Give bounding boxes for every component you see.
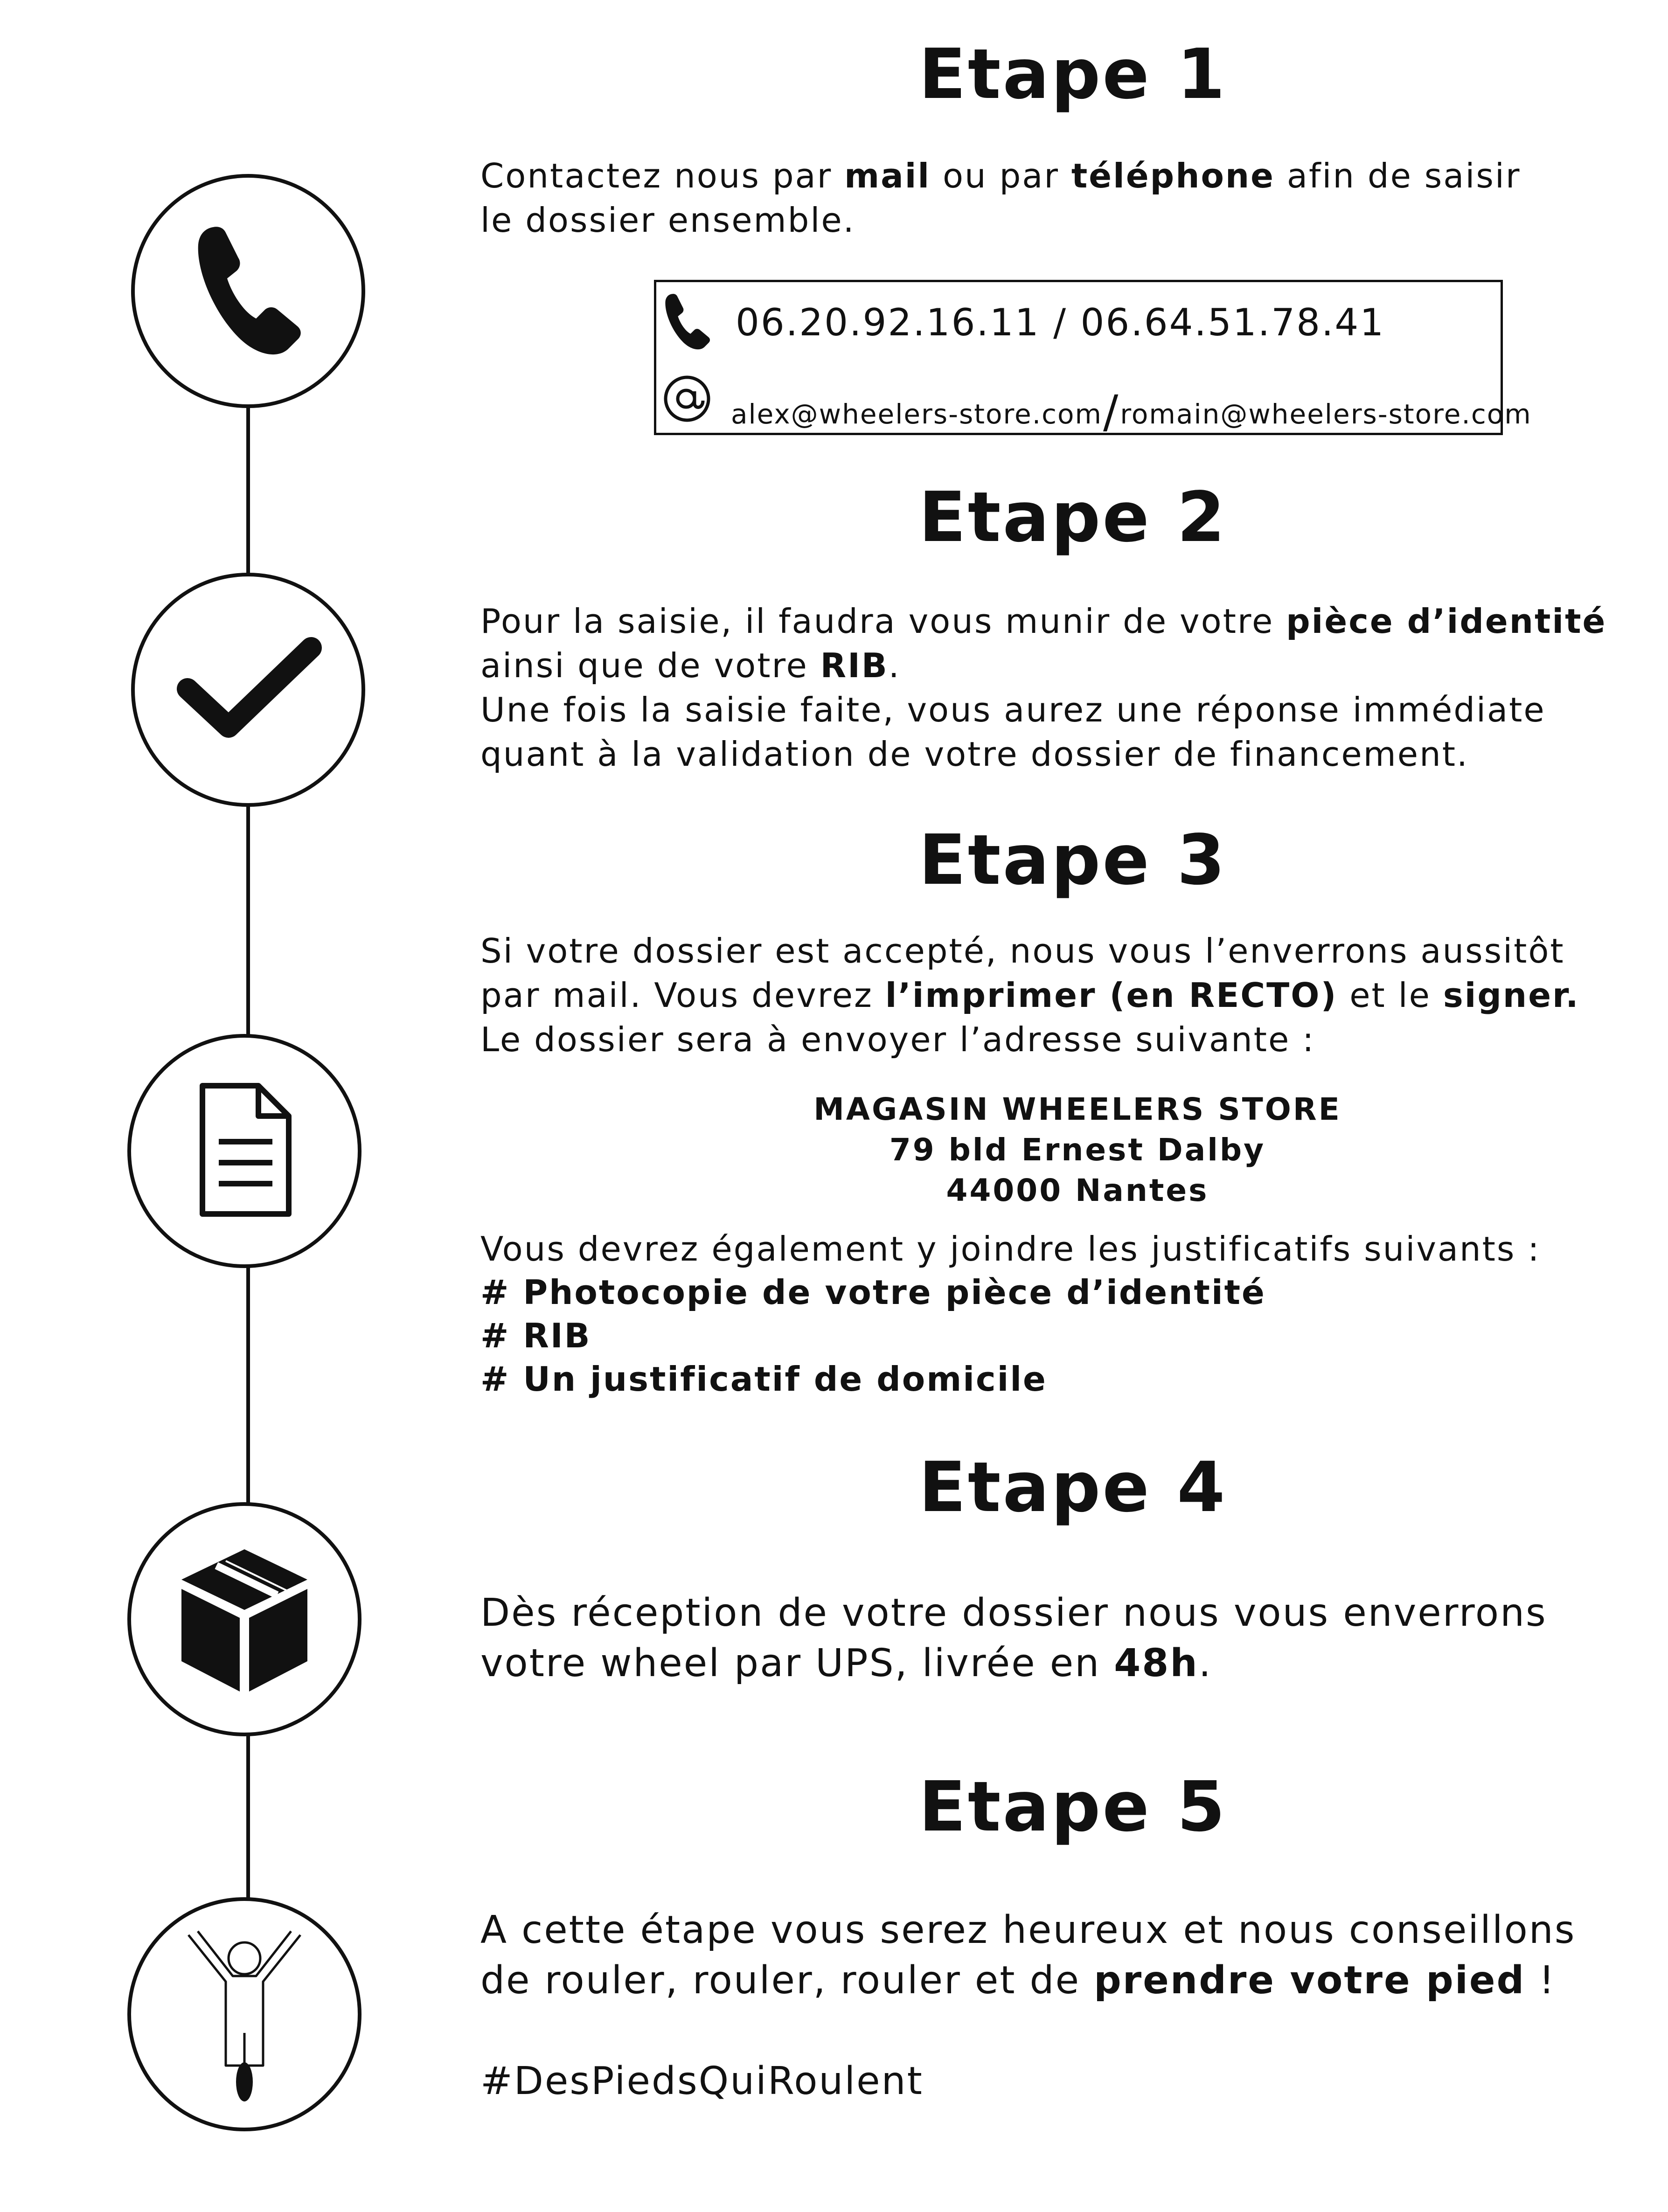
step-3-bold-sign: signer. — [1443, 976, 1580, 1015]
step-4-text-part: . — [1198, 1641, 1212, 1685]
step-1-title: Etape 1 — [918, 34, 1227, 114]
step-2-text-line2: Une fois la saisie faite, vous aurez une réponse immédiate quant à la validation de votre dossier de financement. — [480, 690, 1546, 774]
store-address — [793, 1089, 1362, 1211]
address-line: 79 bld Ernest Dalby — [889, 1132, 1266, 1168]
step-1-bold-mail: mail — [844, 156, 931, 195]
address-line: 44000 Nantes — [946, 1172, 1209, 1208]
step-2-title: Etape 2 — [918, 477, 1227, 557]
step-2-text-part: Pour la saisie, il faudra vous munir de votre — [480, 602, 1286, 641]
email-addresses — [731, 386, 1532, 438]
step-2-bold-id: pièce d’identité — [1286, 602, 1607, 641]
documents-intro: Vous devrez également y joindre les justificatifs suivants : — [480, 1229, 1541, 1269]
timeline-line — [246, 1733, 250, 1902]
address-line: MAGASIN WHEELERS STORE — [813, 1091, 1341, 1127]
step-5-title: Etape 5 — [918, 1767, 1227, 1847]
contact-box — [654, 280, 1532, 438]
step-3-text — [480, 929, 1623, 1062]
timeline-line — [246, 1263, 250, 1505]
step-1-text — [480, 154, 1553, 243]
phone-numbers[interactable]: 06.20.92.16.11 / 06.64.51.78.41 — [736, 301, 1385, 344]
step-3-circle — [127, 1034, 361, 1268]
box-icon — [177, 1545, 312, 1694]
step-1-circle — [131, 174, 365, 408]
person-wheel-icon — [174, 1926, 314, 2103]
checkmark-icon — [174, 634, 323, 746]
step-2-text-part: . — [888, 646, 901, 685]
step-2-bold-rib: RIB — [820, 646, 889, 685]
document-item: # RIB — [480, 1316, 591, 1355]
timeline-line — [246, 404, 250, 574]
required-documents — [480, 1227, 1647, 1401]
step-2-text-part: ainsi que de votre — [480, 646, 820, 685]
step-4-circle — [127, 1502, 361, 1736]
step-1-text-part: afin de saisir le dossier ensemble. — [480, 156, 1521, 240]
document-item: # Photocopie de votre pièce d’identité — [480, 1273, 1266, 1312]
step-5-bold-pied: prendre votre pied — [1094, 1958, 1526, 2003]
step-4-text-part: Dès réception de votre dossier nous vous enverrons votre wheel par UPS, livrée en — [480, 1591, 1547, 1685]
at-sign-icon — [663, 374, 711, 423]
step-2-circle — [131, 573, 365, 807]
step-5-circle — [127, 1897, 361, 2131]
document-icon — [193, 1081, 296, 1221]
step-2-text — [480, 599, 1647, 777]
step-1-text-part: ou par — [931, 156, 1071, 195]
step-5-text-part: A cette étape vous serez heureux et nous conseillons de rouler, rouler, rouler et de — [480, 1908, 1576, 2003]
phone-icon — [195, 223, 302, 359]
step-4-title: Etape 4 — [918, 1447, 1227, 1527]
step-3-bold-print: l’imprimer (en RECTO) — [885, 976, 1338, 1015]
step-3-text-part: Si votre dossier est accepté, nous vous l’enverrons aussitôt par mail. Vous devrez — [480, 931, 1565, 1015]
phone-icon — [664, 291, 710, 352]
step-1-text-part: Contactez nous par — [480, 156, 845, 195]
hashtag: #DesPiedsQuiRoulent — [480, 2059, 924, 2103]
document-item: # Un justificatif de domicile — [480, 1359, 1047, 1399]
step-5-text-part: ! — [1525, 1958, 1556, 2003]
step-3-text-part: et le — [1337, 976, 1443, 1015]
email-separator: / — [1103, 386, 1119, 438]
step-1-bold-phone: téléphone — [1071, 156, 1275, 195]
step-3-text-line2: Le dossier sera à envoyer l’adresse suivante : — [480, 1020, 1315, 1059]
timeline-line — [246, 803, 250, 1037]
email-romain-link[interactable]: romain@wheelers-store.com — [1120, 398, 1532, 430]
email-alex-link[interactable]: alex@wheelers-store.com — [731, 398, 1103, 430]
step-5-text — [480, 1905, 1623, 2006]
step-4-text — [480, 1588, 1647, 1689]
step-4-bold-48h: 48h — [1114, 1641, 1199, 1685]
step-3-title: Etape 3 — [918, 820, 1227, 900]
